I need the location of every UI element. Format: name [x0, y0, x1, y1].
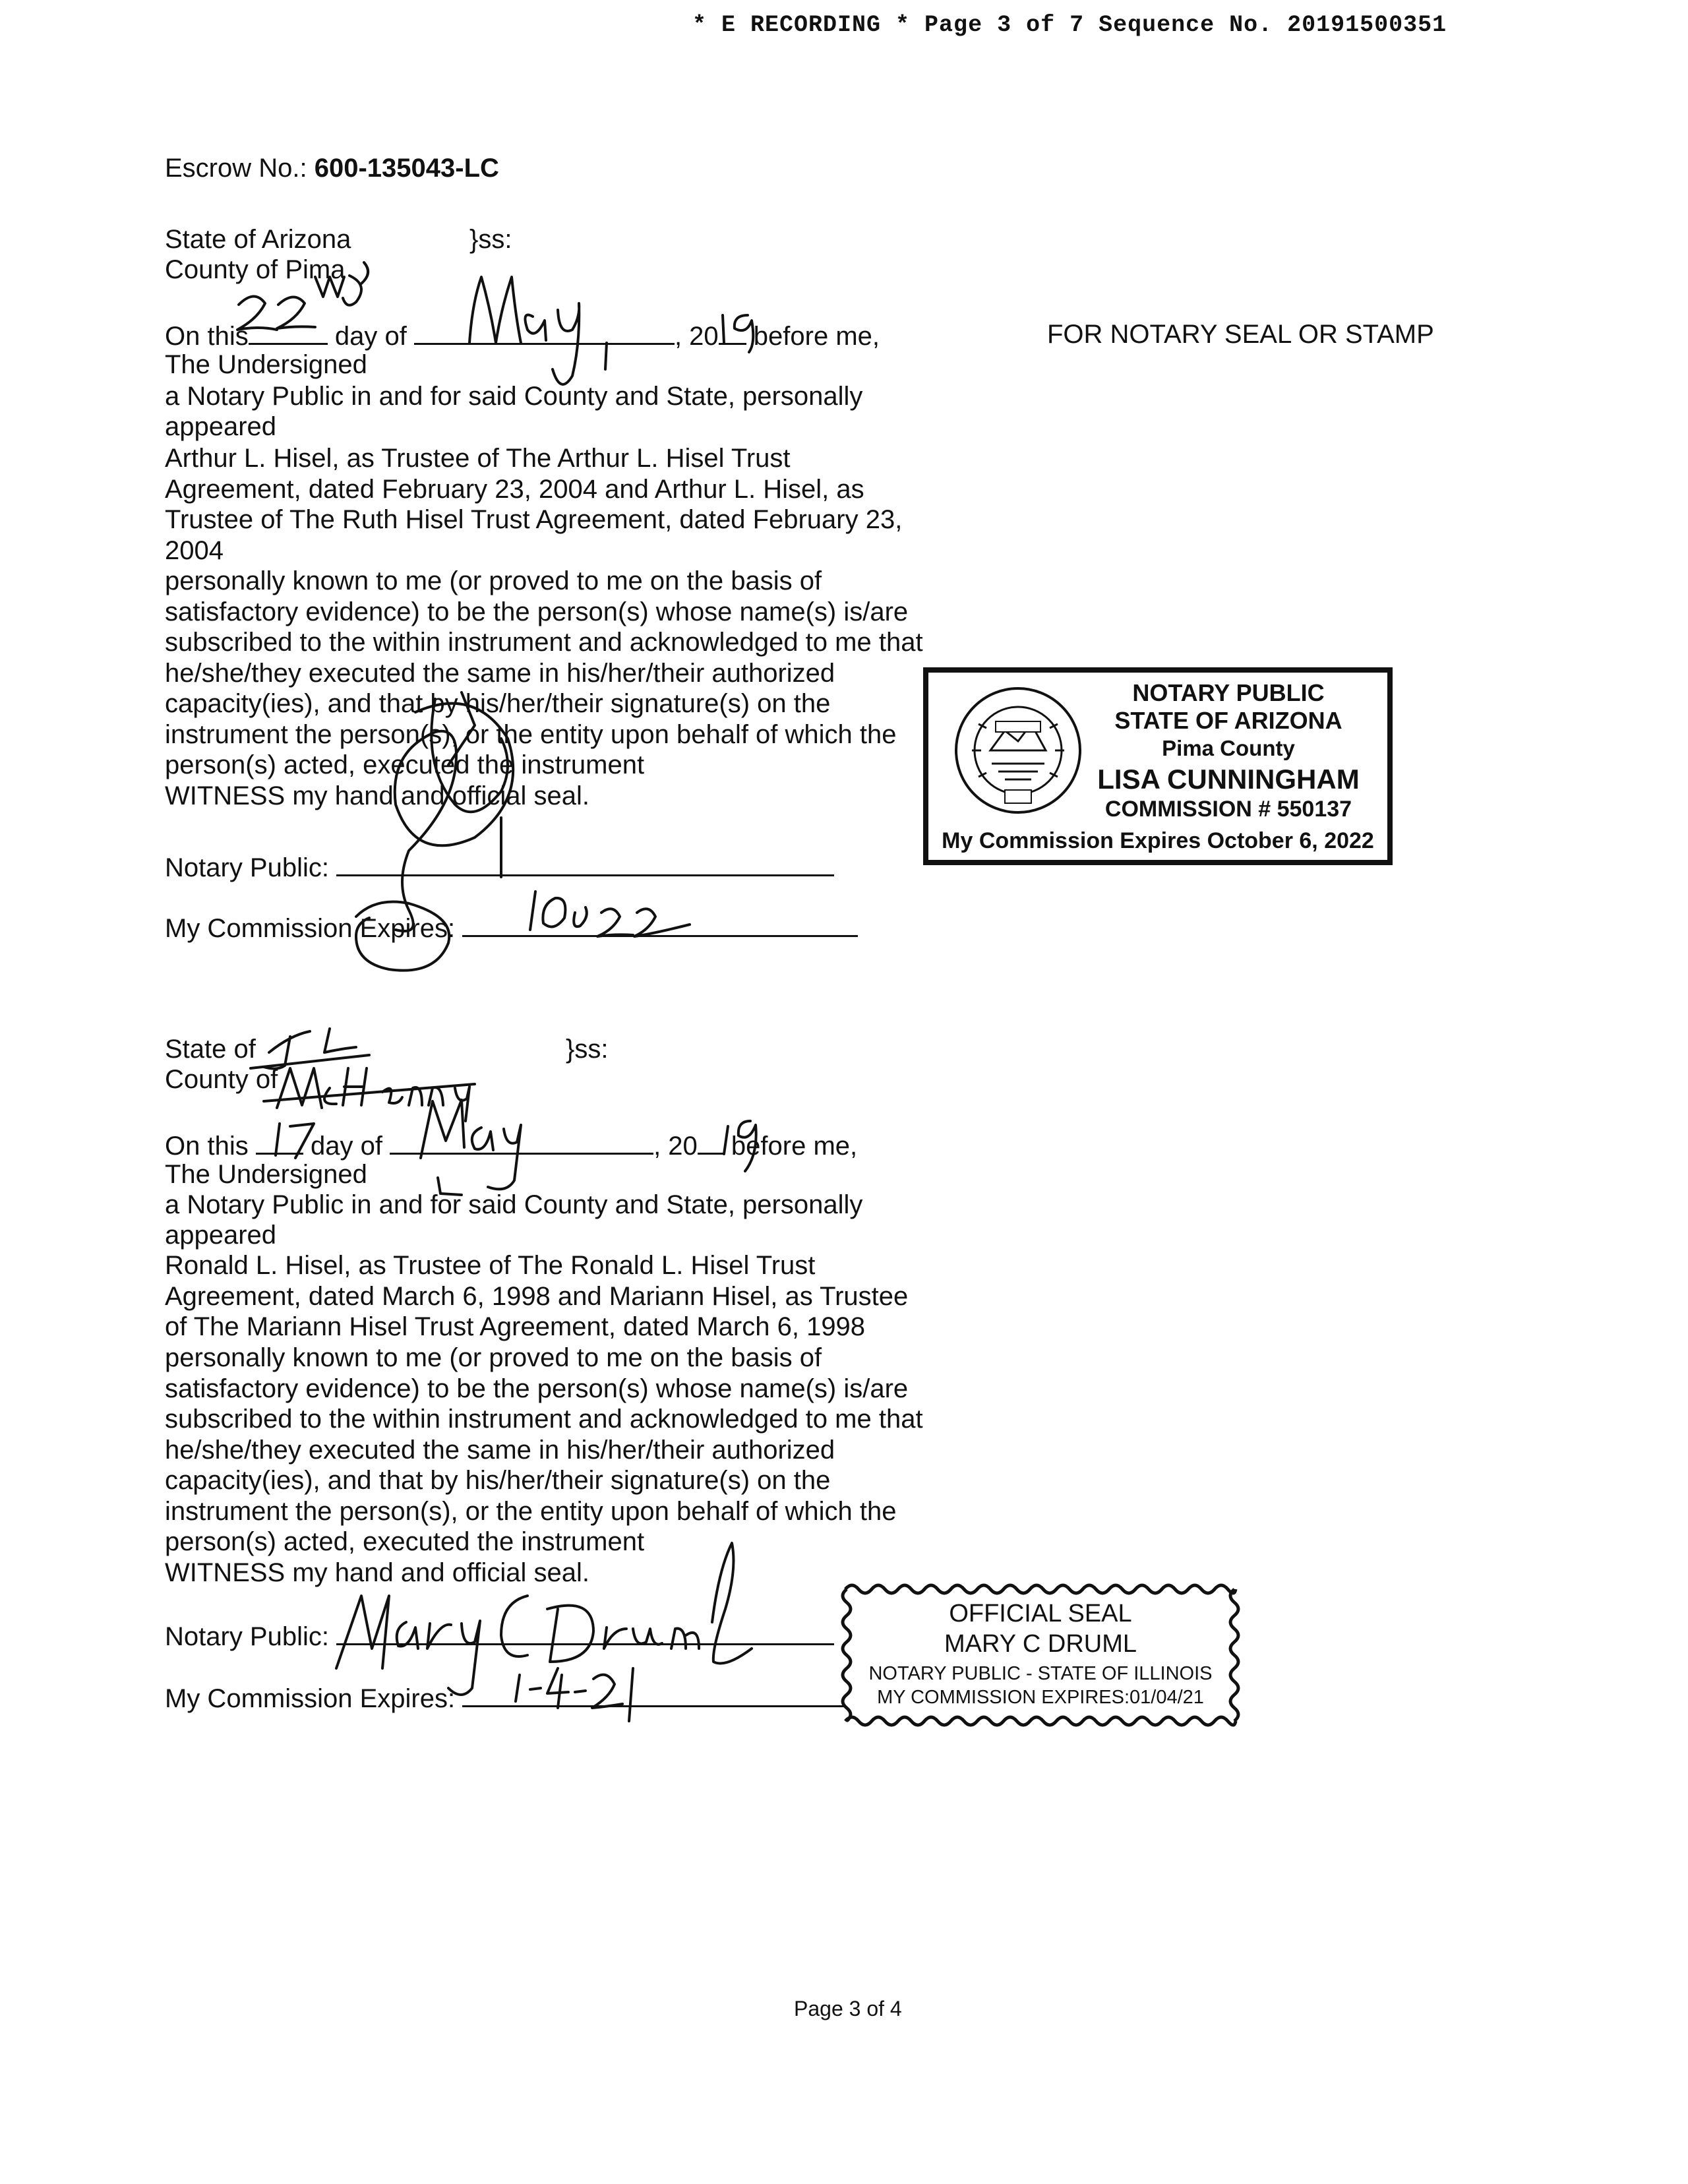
- block1-ss: }ss:: [469, 225, 512, 254]
- year-prefix: , 20: [674, 322, 719, 351]
- before-me-label: before me,: [753, 322, 880, 351]
- block2-notary-line1: a Notary Public in and for said County and State, personally: [165, 1190, 863, 1219]
- block1-undersigned: The Undersigned: [165, 350, 367, 379]
- seal-placeholder: FOR NOTARY SEAL OR STAMP: [1047, 320, 1434, 349]
- block2-notary-line2: appeared: [165, 1221, 277, 1250]
- commission-label: My Commission Expires:: [165, 1684, 456, 1713]
- block1-state: State of Arizona: [165, 225, 351, 254]
- day-of-label: day of: [310, 1132, 382, 1161]
- day-of-label: day of: [334, 322, 407, 351]
- stamp-az-line3: Pima County: [1162, 736, 1295, 760]
- escrow-label: Escrow No.:: [165, 154, 307, 183]
- stamp-az-line5: COMMISSION # 550137: [1104, 797, 1352, 822]
- commission-label: My Commission Expires:: [165, 914, 456, 943]
- block1-appeared-names: Arthur L. Hisel, as Trustee of The Arthur L. Hisel Trust Agreement, dated February 23, 2004 and Arthur L. Hisel, as Trustee of The Ruth Hisel Trust Agreement, dated February 23, 2004: [165, 444, 903, 565]
- escrow-number: 600-135043-LC: [314, 154, 499, 183]
- notary-stamp-illinois: [839, 1581, 1242, 1729]
- stamp-il-line3: NOTARY PUBLIC - STATE OF ILLINOIS: [868, 1663, 1213, 1684]
- block2-county: County of: [165, 1065, 278, 1094]
- block1-notary-line1: a Notary Public in and for said County and State, personally: [165, 382, 863, 411]
- block2-undersigned: The Undersigned: [165, 1160, 367, 1189]
- block2-state: State of: [165, 1035, 256, 1064]
- page-footer: Page 3 of 4: [794, 1997, 902, 2020]
- stamp-az-line6: My Commission Expires October 6, 2022: [942, 828, 1374, 853]
- stamp-il-line1: OFFICIAL SEAL: [949, 1600, 1132, 1627]
- year-prefix: , 20: [653, 1132, 698, 1161]
- block1-notary-line2: appeared: [165, 412, 277, 441]
- block1-acknowledgment: personally known to me (or proved to me on the basis of satisfactory evidence) to be the person(s) whose name(s) is/are subscribed to the within instrument and acknowledged to me that he/she/they executed the same in his/her/their authorized capacity(ies), and that by his/her/their signature(s) on the instrument the person(s), or the entity upon behalf of which the person(s) acted, executed the instrument WITNESS my hand and official seal.: [165, 566, 923, 810]
- stamp-il-line4: MY COMMISSION EXPIRES:01/04/21: [877, 1687, 1204, 1708]
- notary-public-label: Notary Public:: [165, 853, 329, 882]
- stamp-az-line4: LISA CUNNINGHAM: [1097, 764, 1360, 795]
- block2-ss: }ss:: [566, 1035, 609, 1064]
- notary-public-label: Notary Public:: [165, 1622, 329, 1651]
- block2-acknowledgment: personally known to me (or proved to me on the basis of satisfactory evidence) to be the person(s) whose name(s) is/are subscribed to the within instrument and acknowledged to me that he/she/they executed the same in his/her/their authorized capacity(ies), and that by his/her/their signature(s) on the instrument the person(s), or the entity upon behalf of which the person(s) acted, executed the instrument WITNESS my hand and official seal.: [165, 1343, 923, 1587]
- block1-county: County of Pima: [165, 255, 346, 284]
- stamp-il-line2: MARY C DRUML: [944, 1630, 1137, 1658]
- on-this-label: On this: [165, 322, 249, 351]
- recording-header: * E RECORDING * Page 3 of 7 Sequence No. 20191500351: [692, 12, 1447, 38]
- block2-appeared-names: Ronald L. Hisel, as Trustee of The Ronald L. Hisel Trust Agreement, dated March 6, 1998 and Mariann Hisel, as Trustee of The Mariann Hisel Trust Agreement, dated March 6, 1998: [165, 1251, 909, 1341]
- before-me-label: before me,: [731, 1132, 858, 1161]
- on-this-label: On this: [165, 1132, 249, 1161]
- stamp-az-line2: STATE OF ARIZONA: [1114, 707, 1342, 734]
- stamp-az-line1: NOTARY PUBLIC: [1132, 679, 1325, 706]
